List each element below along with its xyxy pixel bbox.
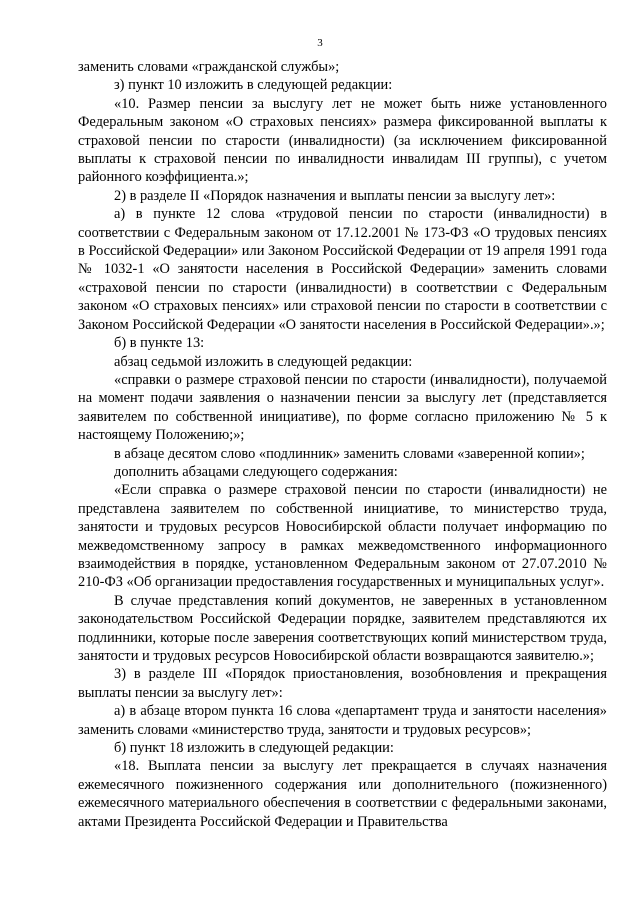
paragraph: заменить словами «гражданской службы»; xyxy=(78,59,340,75)
paragraph: а) в абзаце втором пункта 16 слова «департамент труда и занятости населения» заменить словами «министерство труда, занятости и трудовых ресурсов»; xyxy=(78,703,607,738)
paragraph: В случае представления копий документов, не заверенных в установленном законодательством Российской Федерации порядке, заявителем представляются их подлинники, которые после заверения соответствующих копий министерством труда, занятости и трудовых ресурсов Новосибирской области возвращаются заявителю.»; xyxy=(78,592,607,664)
document-body xyxy=(78,58,607,831)
page-number: 3 xyxy=(317,37,323,49)
paragraph: дополнить абзацами следующего содержания: xyxy=(114,463,398,480)
paragraph: 2) в разделе II «Порядок назначения и выплаты пенсии за выслугу лет»: xyxy=(114,187,556,204)
paragraph: 3) в разделе III «Порядок приостановления, возобновления и прекращения выплаты пенсии за выслугу лет»: xyxy=(78,666,607,701)
paragraph: абзац седьмой изложить в следующей редакции: xyxy=(114,353,413,370)
paragraph: б) пункт 18 изложить в следующей редакции: xyxy=(114,740,394,757)
paragraph: «справки о размере страховой пенсии по старости (инвалидности), получаемой на момент подачи заявления о назначении пенсии за выслугу лет (представляется заявителем по собственной инициативе), по форме согласно приложению № 5 к настоящему Положению;»; xyxy=(78,371,607,444)
paragraph: «18. Выплата пенсии за выслугу лет прекращается в случаях назначения ежемесячного пожизненного содержания или дополнительного (пожизненного) ежемесячного материального обеспечения в соответствии с федеральными законами, актами Президента Российской Федерации и Правительства xyxy=(78,758,607,830)
paragraph: з) пункт 10 изложить в следующей редакции: xyxy=(114,77,393,94)
paragraph: в абзаце десятом слово «подлинник» заменить словами «заверенной копии»; xyxy=(114,445,585,462)
paragraph: б) в пункте 13: xyxy=(114,335,205,352)
paragraph: а) в пункте 12 слова «трудовой пенсии по старости (инвалидности) в соответствии с Федеральным законом от 17.12.2001 № 173-ФЗ «О трудовых пенсиях в Российской Федерации» или Законом Российской Федерации от 19 апреля 1991 года № 1032-1 «О занятости населения в Российской Федерации» заменить словами «страховой пенсии по старости (инвалидности) в соответствии с Федеральным законом «О страховых пенсиях» или страховой пенсии по старости в соответствии с Законом Российской Федерации «О занятости населения в Российской Федерации».»; xyxy=(78,206,607,333)
paragraph: «10. Размер пенсии за выслугу лет не может быть ниже установленного Федеральным законом «О страховых пенсиях» размера фиксированной выплаты к страховой пенсии по старости (инвалидности) (за исключением фиксированной выплаты к страховой пенсии по инвалидности инвалидам III группы), с учетом районного коэффициента.»; xyxy=(78,95,607,186)
paragraph: «Если справка о размере страховой пенсии по старости (инвалидности) не представлена заявителем по собственной инициативе, то министерство труда, занятости и трудовых ресурсов Новосибирской области получает информацию по межведомственному запросу в рамках межведомственного информационного взаимодействия в порядке, установленном Федеральным законом от 27.07.2010 № 210-ФЗ «Об организации предоставления государственных и муниципальных услуг». xyxy=(78,482,607,591)
